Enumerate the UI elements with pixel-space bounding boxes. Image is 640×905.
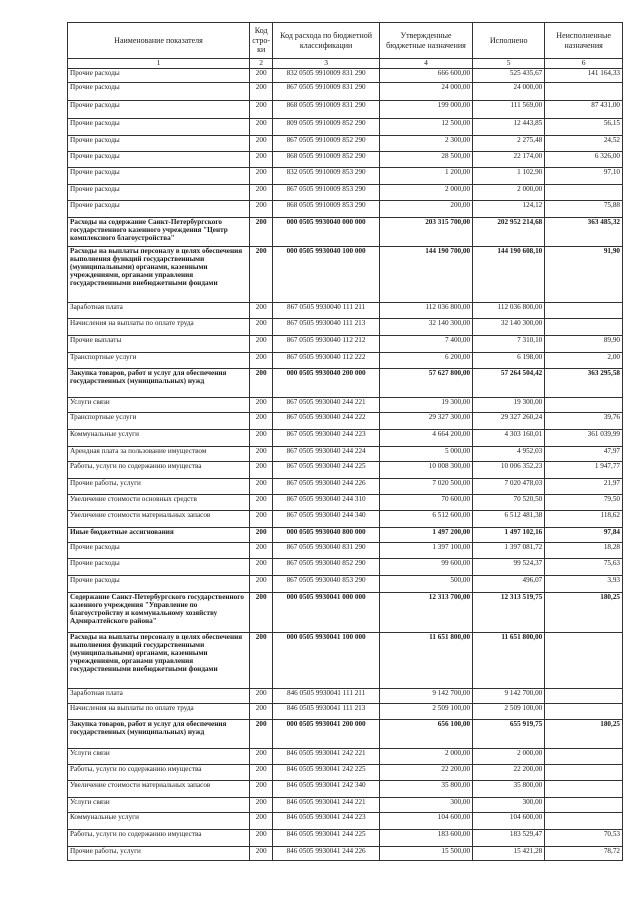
cell-unexecuted-amount: 75,88 <box>545 201 623 218</box>
cell-approved-amount: 656 100,00 <box>379 720 472 749</box>
cell-unexecuted-amount: 6 326,00 <box>545 152 623 168</box>
cell-executed-amount: 525 435,67 <box>473 69 545 83</box>
table-header-row <box>68 23 623 59</box>
table-row <box>68 201 623 218</box>
cell-unexecuted-amount <box>545 689 623 704</box>
cell-indicator-name: Прочие выплаты <box>68 336 250 353</box>
cell-approved-amount: 29 327 300,00 <box>379 413 472 430</box>
table-row <box>68 247 623 303</box>
cell-unexecuted-amount: 18,28 <box>545 543 623 559</box>
cell-approved-amount: 144 190 700,00 <box>379 247 472 303</box>
cell-approved-amount: 28 500,00 <box>379 152 472 168</box>
cell-executed-amount: 10 006 352,23 <box>473 462 545 479</box>
cell-indicator-name: Прочие расходы <box>68 576 250 593</box>
table-row <box>68 69 623 83</box>
cell-executed-amount: 4 952,03 <box>473 447 545 462</box>
cell-line-code: 200 <box>250 593 273 633</box>
cell-approved-amount: 2 000,00 <box>379 749 472 765</box>
cell-approved-amount: 22 200,00 <box>379 765 472 781</box>
cell-indicator-name: Работы, услуги по содержанию имущества <box>68 462 250 479</box>
cell-indicator-name: Прочие расходы <box>68 559 250 576</box>
cell-approved-amount: 2 509 100,00 <box>379 704 472 720</box>
cell-approved-amount: 500,00 <box>379 576 472 593</box>
cell-unexecuted-amount: 180,25 <box>545 720 623 749</box>
cell-unexecuted-amount: 47,97 <box>545 447 623 462</box>
cell-approved-amount: 12 500,00 <box>379 119 472 136</box>
cell-unexecuted-amount <box>545 749 623 765</box>
cell-line-code: 200 <box>250 101 273 119</box>
table-row <box>68 336 623 353</box>
cell-indicator-name: Транспортные услуги <box>68 413 250 430</box>
cell-indicator-name: Заработная плата <box>68 303 250 319</box>
cell-expense-code: 867 0505 9910009 831 290 <box>273 83 380 101</box>
cell-line-code: 200 <box>250 495 273 511</box>
cell-expense-code: 846 0505 9930041 242 340 <box>273 781 380 798</box>
column-number: 5 <box>473 59 545 69</box>
cell-indicator-name: Работы, услуги по содержанию имущества <box>68 765 250 781</box>
cell-executed-amount: 300,00 <box>473 798 545 813</box>
cell-expense-code: 868 0505 9910009 831 290 <box>273 101 380 119</box>
cell-unexecuted-amount: 363 295,58 <box>545 369 623 398</box>
cell-executed-amount: 1 102,90 <box>473 168 545 185</box>
cell-executed-amount: 183 529,47 <box>473 830 545 847</box>
cell-approved-amount: 203 315 700,00 <box>379 218 472 247</box>
cell-indicator-name: Коммунальные услуги <box>68 430 250 447</box>
cell-approved-amount: 19 300,00 <box>379 398 472 413</box>
cell-approved-amount: 300,00 <box>379 798 472 813</box>
table-row <box>68 369 623 398</box>
cell-approved-amount: 9 142 700,00 <box>379 689 472 704</box>
column-number: 3 <box>273 59 380 69</box>
cell-line-code: 200 <box>250 201 273 218</box>
table-row <box>68 633 623 689</box>
cell-expense-code: 867 0505 9910009 852 290 <box>273 136 380 152</box>
table-row <box>68 689 623 704</box>
cell-executed-amount: 655 919,75 <box>473 720 545 749</box>
table-row <box>68 511 623 528</box>
cell-executed-amount: 144 190 608,10 <box>473 247 545 303</box>
table-row <box>68 593 623 633</box>
cell-indicator-name: Услуги связи <box>68 749 250 765</box>
cell-line-code: 200 <box>250 528 273 543</box>
cell-expense-code: 832 0505 9910009 831 290 <box>273 69 380 83</box>
cell-executed-amount: 12 443,85 <box>473 119 545 136</box>
table-row <box>68 559 623 576</box>
cell-approved-amount: 6 512 600,00 <box>379 511 472 528</box>
header-executed: Исполнено <box>473 23 545 59</box>
cell-unexecuted-amount: 97,10 <box>545 168 623 185</box>
cell-approved-amount: 99 600,00 <box>379 559 472 576</box>
cell-executed-amount: 29 327 260,24 <box>473 413 545 430</box>
cell-unexecuted-amount: 141 164,33 <box>545 69 623 83</box>
column-number: 1 <box>68 59 250 69</box>
cell-approved-amount: 199 000,00 <box>379 101 472 119</box>
cell-executed-amount: 9 142 700,00 <box>473 689 545 704</box>
cell-indicator-name: Прочие расходы <box>68 119 250 136</box>
cell-unexecuted-amount <box>545 798 623 813</box>
cell-unexecuted-amount: 89,90 <box>545 336 623 353</box>
table-row <box>68 168 623 185</box>
cell-indicator-name: Услуги связи <box>68 798 250 813</box>
cell-expense-code: 867 0505 9930040 244 221 <box>273 398 380 413</box>
cell-indicator-name: Работы, услуги по содержанию имущества <box>68 830 250 847</box>
table-row <box>68 413 623 430</box>
cell-approved-amount: 666 600,00 <box>379 69 472 83</box>
cell-line-code: 200 <box>250 511 273 528</box>
cell-indicator-name: Прочие расходы <box>68 152 250 168</box>
cell-executed-amount: 2 000,00 <box>473 185 545 201</box>
cell-expense-code: 000 0505 9930041 000 000 <box>273 593 380 633</box>
cell-unexecuted-amount: 39,76 <box>545 413 623 430</box>
cell-indicator-name: Закупка товаров, работ и услуг для обеспечения государственных (муниципальных) нужд <box>68 720 250 749</box>
cell-expense-code: 000 0505 9930040 000 000 <box>273 218 380 247</box>
cell-indicator-name: Увеличение стоимости материальных запасов <box>68 781 250 798</box>
table-row <box>68 430 623 447</box>
cell-expense-code: 868 0505 9910009 853 290 <box>273 201 380 218</box>
cell-line-code: 200 <box>250 369 273 398</box>
cell-line-code: 200 <box>250 798 273 813</box>
cell-line-code: 200 <box>250 319 273 336</box>
cell-indicator-name: Транспортные услуги <box>68 353 250 369</box>
cell-line-code: 200 <box>250 847 273 861</box>
table-row <box>68 830 623 847</box>
table-row <box>68 218 623 247</box>
table-row <box>68 152 623 168</box>
cell-approved-amount: 4 664 200,00 <box>379 430 472 447</box>
cell-unexecuted-amount: 2,00 <box>545 353 623 369</box>
cell-unexecuted-amount: 87 431,00 <box>545 101 623 119</box>
cell-unexecuted-amount: 180,25 <box>545 593 623 633</box>
table-row <box>68 119 623 136</box>
cell-executed-amount: 124,12 <box>473 201 545 218</box>
table-row <box>68 813 623 830</box>
cell-indicator-name: Начисления на выплаты по оплате труда <box>68 319 250 336</box>
cell-executed-amount: 22 174,00 <box>473 152 545 168</box>
cell-executed-amount: 1 397 081,72 <box>473 543 545 559</box>
cell-expense-code: 868 0505 9910009 852 290 <box>273 152 380 168</box>
cell-expense-code: 867 0505 9930040 244 225 <box>273 462 380 479</box>
cell-line-code: 200 <box>250 119 273 136</box>
cell-executed-amount: 1 497 102,16 <box>473 528 545 543</box>
cell-unexecuted-amount: 79,50 <box>545 495 623 511</box>
cell-indicator-name: Увеличение стоимости основных средств <box>68 495 250 511</box>
cell-expense-code: 867 0505 9930040 831 290 <box>273 543 380 559</box>
table-row <box>68 720 623 749</box>
cell-approved-amount: 12 313 700,00 <box>379 593 472 633</box>
cell-approved-amount: 1 200,00 <box>379 168 472 185</box>
cell-approved-amount: 2 300,00 <box>379 136 472 152</box>
header-expense-code: Код расхода по бюджетной классификации <box>273 23 380 59</box>
cell-approved-amount: 15 500,00 <box>379 847 472 861</box>
cell-executed-amount: 24 000,00 <box>473 83 545 101</box>
cell-line-code: 200 <box>250 689 273 704</box>
cell-expense-code: 846 0505 9930041 242 225 <box>273 765 380 781</box>
table-row <box>68 543 623 559</box>
table-row <box>68 185 623 201</box>
cell-executed-amount: 12 313 519,75 <box>473 593 545 633</box>
cell-unexecuted-amount <box>545 704 623 720</box>
cell-executed-amount: 32 140 300,00 <box>473 319 545 336</box>
cell-executed-amount: 496,07 <box>473 576 545 593</box>
column-number: 4 <box>379 59 472 69</box>
cell-line-code: 200 <box>250 704 273 720</box>
cell-approved-amount: 104 600,00 <box>379 813 472 830</box>
cell-indicator-name: Прочие расходы <box>68 543 250 559</box>
cell-approved-amount: 1 497 200,00 <box>379 528 472 543</box>
cell-expense-code: 867 0505 9930040 244 223 <box>273 430 380 447</box>
cell-expense-code: 867 0505 9930040 244 224 <box>273 447 380 462</box>
cell-expense-code: 867 0505 9910009 853 290 <box>273 185 380 201</box>
cell-line-code: 200 <box>250 813 273 830</box>
cell-indicator-name: Начисления на выплаты по оплате труда <box>68 704 250 720</box>
cell-indicator-name: Заработная плата <box>68 689 250 704</box>
cell-executed-amount: 15 421,28 <box>473 847 545 861</box>
cell-line-code: 200 <box>250 830 273 847</box>
table-row <box>68 749 623 765</box>
column-number: 2 <box>250 59 273 69</box>
cell-line-code: 200 <box>250 83 273 101</box>
cell-line-code: 200 <box>250 152 273 168</box>
cell-approved-amount: 183 600,00 <box>379 830 472 847</box>
cell-expense-code: 846 0505 9930041 244 221 <box>273 798 380 813</box>
table-row <box>68 353 623 369</box>
cell-approved-amount: 200,00 <box>379 201 472 218</box>
cell-line-code: 200 <box>250 247 273 303</box>
cell-line-code: 200 <box>250 336 273 353</box>
cell-approved-amount: 112 036 800,00 <box>379 303 472 319</box>
cell-expense-code: 867 0505 9930040 244 226 <box>273 479 380 495</box>
table-row <box>68 528 623 543</box>
cell-unexecuted-amount <box>545 83 623 101</box>
cell-indicator-name: Прочие расходы <box>68 83 250 101</box>
cell-unexecuted-amount <box>545 303 623 319</box>
cell-indicator-name: Расходы на содержание Санкт-Петербургского государственного казенного учреждения "Центр комплексного благоустройства" <box>68 218 250 247</box>
cell-expense-code: 809 0505 9910009 852 290 <box>273 119 380 136</box>
cell-line-code: 200 <box>250 781 273 798</box>
cell-unexecuted-amount: 70,53 <box>545 830 623 847</box>
cell-indicator-name: Увеличение стоимости материальных запасов <box>68 511 250 528</box>
cell-line-code: 200 <box>250 749 273 765</box>
cell-approved-amount: 7 400,00 <box>379 336 472 353</box>
cell-unexecuted-amount: 3,93 <box>545 576 623 593</box>
cell-line-code: 200 <box>250 168 273 185</box>
cell-approved-amount: 2 000,00 <box>379 185 472 201</box>
cell-line-code: 200 <box>250 398 273 413</box>
cell-unexecuted-amount: 1 947,77 <box>545 462 623 479</box>
cell-expense-code: 867 0505 9930040 112 222 <box>273 353 380 369</box>
cell-executed-amount: 7 310,10 <box>473 336 545 353</box>
cell-line-code: 200 <box>250 430 273 447</box>
cell-unexecuted-amount <box>545 765 623 781</box>
cell-indicator-name: Прочие расходы <box>68 136 250 152</box>
table-row <box>68 479 623 495</box>
cell-unexecuted-amount <box>545 398 623 413</box>
cell-indicator-name: Прочие расходы <box>68 185 250 201</box>
header-indicator-name: Наименование показателя <box>68 23 250 59</box>
cell-unexecuted-amount: 78,72 <box>545 847 623 861</box>
cell-expense-code: 832 0505 9910009 853 290 <box>273 168 380 185</box>
cell-unexecuted-amount: 118,62 <box>545 511 623 528</box>
table-row <box>68 495 623 511</box>
cell-indicator-name: Прочие расходы <box>68 69 250 83</box>
cell-line-code: 200 <box>250 353 273 369</box>
cell-executed-amount: 6 198,00 <box>473 353 545 369</box>
table-row <box>68 462 623 479</box>
cell-line-code: 200 <box>250 413 273 430</box>
cell-unexecuted-amount <box>545 781 623 798</box>
cell-unexecuted-amount: 24,52 <box>545 136 623 152</box>
cell-approved-amount: 24 000,00 <box>379 83 472 101</box>
cell-approved-amount: 11 651 800,00 <box>379 633 472 689</box>
cell-executed-amount: 2 000,00 <box>473 749 545 765</box>
cell-expense-code: 846 0505 9930041 111 213 <box>273 704 380 720</box>
cell-line-code: 200 <box>250 136 273 152</box>
table-row <box>68 847 623 861</box>
table-row <box>68 398 623 413</box>
cell-unexecuted-amount: 97,84 <box>545 528 623 543</box>
cell-indicator-name: Прочие работы, услуги <box>68 847 250 861</box>
cell-line-code: 200 <box>250 218 273 247</box>
header-unexecuted: Неисполненные назначения <box>545 23 623 59</box>
table-row <box>68 704 623 720</box>
cell-line-code: 200 <box>250 447 273 462</box>
cell-indicator-name: Арендная плата за пользование имуществом <box>68 447 250 462</box>
table-row <box>68 136 623 152</box>
cell-expense-code: 000 0505 9930040 200 000 <box>273 369 380 398</box>
cell-expense-code: 846 0505 9930041 244 226 <box>273 847 380 861</box>
cell-unexecuted-amount: 56,15 <box>545 119 623 136</box>
cell-unexecuted-amount <box>545 185 623 201</box>
column-number-row <box>68 59 623 69</box>
cell-line-code: 200 <box>250 479 273 495</box>
header-line-code: Код стро-ки <box>250 23 273 59</box>
cell-executed-amount: 19 300,00 <box>473 398 545 413</box>
table-row <box>68 83 623 101</box>
cell-approved-amount: 35 800,00 <box>379 781 472 798</box>
cell-approved-amount: 7 020 500,00 <box>379 479 472 495</box>
cell-executed-amount: 202 952 214,68 <box>473 218 545 247</box>
cell-approved-amount: 57 627 800,00 <box>379 369 472 398</box>
cell-expense-code: 000 0505 9930040 800 000 <box>273 528 380 543</box>
cell-executed-amount: 22 200,00 <box>473 765 545 781</box>
cell-indicator-name: Расходы на выплаты персоналу в целях обеспечения выполнения функций государственными (муниципальными) органами, казенными учреждениями, органами управления государственными внебюджетными фондами <box>68 633 250 689</box>
cell-executed-amount: 35 800,00 <box>473 781 545 798</box>
cell-expense-code: 867 0505 9930040 244 222 <box>273 413 380 430</box>
cell-executed-amount: 2 275,48 <box>473 136 545 152</box>
cell-line-code: 200 <box>250 69 273 83</box>
cell-unexecuted-amount: 91,90 <box>545 247 623 303</box>
cell-executed-amount: 99 524,37 <box>473 559 545 576</box>
cell-expense-code: 867 0505 9930040 244 310 <box>273 495 380 511</box>
cell-expense-code: 000 0505 9930040 100 000 <box>273 247 380 303</box>
cell-executed-amount: 4 303 160,01 <box>473 430 545 447</box>
table-row <box>68 101 623 119</box>
table-row <box>68 798 623 813</box>
cell-indicator-name: Прочие расходы <box>68 101 250 119</box>
cell-indicator-name: Расходы на выплаты персоналу в целях обеспечения выполнения функций государственными (муниципальными) органами, казенными учреждениями, органами управления государственными внебюджетными фондами <box>68 247 250 303</box>
cell-expense-code: 846 0505 9930041 244 225 <box>273 830 380 847</box>
cell-executed-amount: 111 569,00 <box>473 101 545 119</box>
cell-indicator-name: Коммунальные услуги <box>68 813 250 830</box>
cell-expense-code: 846 0505 9930041 111 211 <box>273 689 380 704</box>
cell-executed-amount: 57 264 504,42 <box>473 369 545 398</box>
table-row <box>68 447 623 462</box>
cell-approved-amount: 10 008 300,00 <box>379 462 472 479</box>
cell-unexecuted-amount <box>545 813 623 830</box>
cell-line-code: 200 <box>250 559 273 576</box>
cell-expense-code: 867 0505 9930040 111 213 <box>273 319 380 336</box>
header-approved: Утвержденные бюджетные назначения <box>379 23 472 59</box>
cell-line-code: 200 <box>250 185 273 201</box>
cell-executed-amount: 70 520,50 <box>473 495 545 511</box>
cell-executed-amount: 104 600,00 <box>473 813 545 830</box>
table-row <box>68 781 623 798</box>
cell-expense-code: 846 0505 9930041 242 221 <box>273 749 380 765</box>
cell-unexecuted-amount: 363 485,32 <box>545 218 623 247</box>
cell-executed-amount: 11 651 800,00 <box>473 633 545 689</box>
cell-expense-code: 867 0505 9930040 244 340 <box>273 511 380 528</box>
cell-expense-code: 846 0505 9930041 244 223 <box>273 813 380 830</box>
cell-line-code: 200 <box>250 720 273 749</box>
cell-unexecuted-amount: 361 039,99 <box>545 430 623 447</box>
cell-indicator-name: Иные бюджетные ассигнования <box>68 528 250 543</box>
column-number: 6 <box>545 59 623 69</box>
cell-executed-amount: 6 512 481,38 <box>473 511 545 528</box>
cell-line-code: 200 <box>250 765 273 781</box>
cell-line-code: 200 <box>250 543 273 559</box>
cell-executed-amount: 7 020 478,03 <box>473 479 545 495</box>
cell-unexecuted-amount: 21,97 <box>545 479 623 495</box>
cell-expense-code: 867 0505 9930040 112 212 <box>273 336 380 353</box>
cell-indicator-name: Содержание Санкт-Петербургского государственного казенного учреждения "Управление по благоустройству и коммунальному хозяйству Адмиралтейского района" <box>68 593 250 633</box>
cell-indicator-name: Прочие расходы <box>68 168 250 185</box>
cell-indicator-name: Прочие работы, услуги <box>68 479 250 495</box>
cell-unexecuted-amount: 75,63 <box>545 559 623 576</box>
cell-line-code: 200 <box>250 303 273 319</box>
cell-expense-code: 867 0505 9930040 111 211 <box>273 303 380 319</box>
cell-line-code: 200 <box>250 633 273 689</box>
table-row <box>68 576 623 593</box>
budget-report-table <box>67 22 623 861</box>
table-row <box>68 765 623 781</box>
cell-expense-code: 867 0505 9930040 852 290 <box>273 559 380 576</box>
table-row <box>68 319 623 336</box>
cell-line-code: 200 <box>250 462 273 479</box>
cell-expense-code: 000 0505 9930041 200 000 <box>273 720 380 749</box>
cell-unexecuted-amount <box>545 319 623 336</box>
cell-indicator-name: Услуги связи <box>68 398 250 413</box>
cell-indicator-name: Прочие расходы <box>68 201 250 218</box>
table-row <box>68 303 623 319</box>
cell-approved-amount: 1 397 100,00 <box>379 543 472 559</box>
cell-approved-amount: 5 000,00 <box>379 447 472 462</box>
cell-indicator-name: Закупка товаров, работ и услуг для обеспечения государственных (муниципальных) нужд <box>68 369 250 398</box>
cell-approved-amount: 32 140 300,00 <box>379 319 472 336</box>
cell-executed-amount: 112 036 800,00 <box>473 303 545 319</box>
cell-expense-code: 867 0505 9930040 853 290 <box>273 576 380 593</box>
cell-line-code: 200 <box>250 576 273 593</box>
cell-expense-code: 000 0505 9930041 100 000 <box>273 633 380 689</box>
cell-approved-amount: 6 200,00 <box>379 353 472 369</box>
cell-executed-amount: 2 509 100,00 <box>473 704 545 720</box>
cell-unexecuted-amount <box>545 633 623 689</box>
cell-approved-amount: 70 600,00 <box>379 495 472 511</box>
